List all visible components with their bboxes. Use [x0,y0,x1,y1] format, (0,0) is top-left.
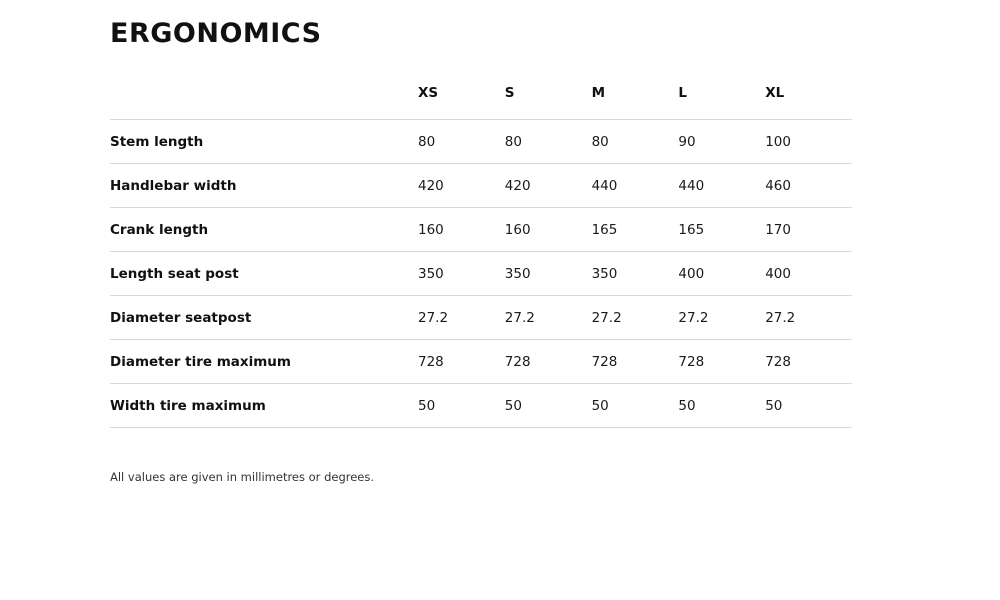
page-title: ERGONOMICS [110,18,322,49]
ergonomics-spec-table [110,85,852,428]
column-header-xs: XS [418,85,439,101]
cell-xs: 350 [418,252,505,296]
cell-m: 50 [592,384,679,428]
cell-xl: 100 [765,120,852,164]
cell-s: 80 [505,120,592,164]
column-header-measure [110,85,418,120]
table-body [110,120,852,428]
table-row [110,208,852,252]
table-row [110,120,852,164]
cell-m: 350 [592,252,679,296]
cell-l: 400 [678,252,765,296]
table-row [110,296,852,340]
cell-xl: 728 [765,340,852,384]
row-label: Crank length [110,208,418,252]
spec-table-container [110,85,852,428]
cell-xs: 160 [418,208,505,252]
cell-xl: 170 [765,208,852,252]
cell-l: 728 [678,340,765,384]
table-row [110,252,852,296]
cell-m: 728 [592,340,679,384]
table-row [110,340,852,384]
cell-xl: 400 [765,252,852,296]
table-footnote: All values are given in millimetres or degrees. [110,470,375,484]
row-label: Diameter seatpost [110,296,418,340]
table-header [110,85,852,120]
cell-l: 27.2 [678,296,765,340]
cell-m: 165 [592,208,679,252]
cell-m: 27.2 [592,296,679,340]
cell-xl: 50 [765,384,852,428]
cell-l: 50 [678,384,765,428]
cell-xs: 80 [418,120,505,164]
cell-l: 440 [678,164,765,208]
cell-xs: 728 [418,340,505,384]
cell-s: 27.2 [505,296,592,340]
cell-m: 80 [592,120,679,164]
cell-l: 90 [678,120,765,164]
cell-s: 420 [505,164,592,208]
table-header-row [110,85,852,120]
cell-xl: 27.2 [765,296,852,340]
row-label: Diameter tire maximum [110,340,418,384]
table-row [110,384,852,428]
column-header-m: M [591,85,606,101]
cell-l: 165 [678,208,765,252]
column-header-xl: XL [765,85,785,101]
cell-s: 160 [505,208,592,252]
cell-m: 440 [592,164,679,208]
table-row [110,164,852,208]
row-label: Stem length [110,120,418,164]
row-label: Handlebar width [110,164,418,208]
column-header-s: S [504,85,515,101]
row-label: Length seat post [110,252,418,296]
cell-xs: 50 [418,384,505,428]
cell-s: 728 [505,340,592,384]
cell-s: 50 [505,384,592,428]
cell-xs: 27.2 [418,296,505,340]
cell-xs: 420 [418,164,505,208]
cell-s: 350 [505,252,592,296]
row-label: Width tire maximum [110,384,418,428]
cell-xl: 460 [765,164,852,208]
column-header-l: L [678,85,687,101]
